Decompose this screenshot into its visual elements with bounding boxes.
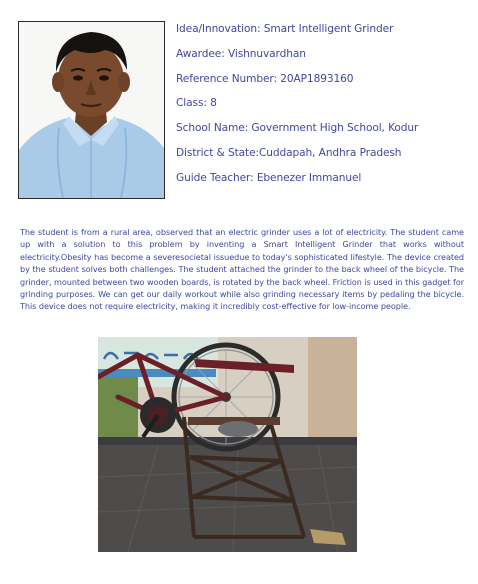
profile-details (176, 22, 472, 196)
student-photo (18, 21, 165, 199)
awardee-line: Awardee: Vishnuvardhan (176, 47, 306, 60)
device-photo (98, 337, 357, 552)
reference-line: Reference Number: 20AP1893160 (176, 72, 354, 85)
idea-line: Idea/Innovation: Smart Intelligent Grinder (176, 23, 394, 35)
guide-line: Guide Teacher: Ebenezer Immanuel (176, 171, 362, 184)
class-line: Class: 8 (176, 97, 217, 110)
bicycle-grinder-image (98, 337, 357, 552)
school-line: School Name: Government High School, Kodur (176, 122, 419, 135)
district-line: District & State:Cuddapah, Andhra Pradesh (176, 146, 402, 159)
description-paragraph: The student is from a rural area, observed that an electric grinder uses a lot of electricity. The student came up with a solution to this problem by inventing a Smart Intelligent Grinder that works without electricity.Obesity has become a severesocietal issuedue to today's sophisticated lifestyle. The device created by the student solves both challenges. The student attached the grinder to the back wheel of the bicycle. The grinder, mounted between two wooden boards, is rotated by the back wheel. Friction is used in this gadget for grinding purposes. We can get our daily workout while also grinding necessary items by pedaling the bicycle. This device does not require electricity, making it incredibly cost-effective for low-income people. (20, 227, 464, 312)
student-portrait-image (19, 22, 164, 198)
